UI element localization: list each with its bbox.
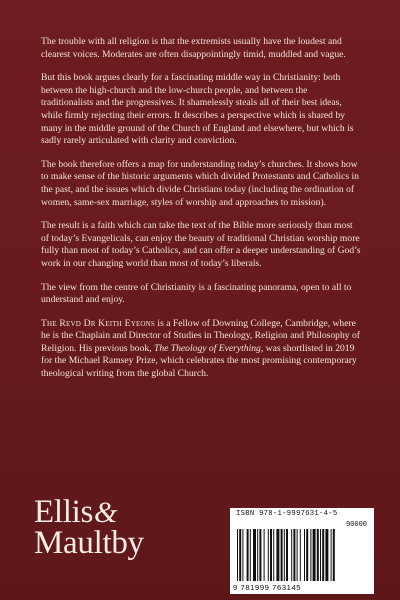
publisher-logo-line-1: Ellis xyxy=(34,494,94,530)
previous-book-title: The Theology of Everything, xyxy=(154,342,264,354)
barcode-digits: 9 781999 763145 xyxy=(233,583,302,592)
author-bio-text-2: was shortlisted in 2019 for the Michael Ramsey Prize, which celebrates the most promising contemporary theological writing from the global Church. xyxy=(41,342,357,380)
publisher-logo xyxy=(34,494,144,561)
barcode-bars-icon xyxy=(237,529,367,581)
publisher-logo-line-2: Maultby xyxy=(34,525,144,561)
isbn-barcode xyxy=(230,508,374,594)
author-bio-text-1: is a Fellow of Downing College, Cambridge, where he is the Chaplain and Director of Studies in Theology, Religion and Philosophy of Religion. His previous book, xyxy=(41,317,360,354)
isbn-label: ISBN 978-1-9997631-4-5 xyxy=(236,510,338,518)
author-bio xyxy=(41,318,361,381)
price-code: 90000 xyxy=(345,521,367,529)
publisher-logo-ampersand: & xyxy=(94,496,118,529)
blurb-paragraph-2: But this book argues clearly for a fascinating middle way in Christianity: both between the high-church and the low-church people, and between the traditionalists and the progressives. It shamelessly steals all of their best ideas, while firmly rejecting their errors. It describes a perspective which is shared by many in the middle ground of the Church of England and elsewhere, but which is sadly rarely articulated with clarity and conviction. xyxy=(41,72,354,147)
blurb-paragraph-3: The book therefore offers a map for understanding today’s churches. It shows how to make sense of the historic arguments which divided Protestants and Catholics in the past, and the issues which divide Christians today (including the ordination of women, same-sex marriage, styles of worship and approaches to mission). xyxy=(41,158,359,208)
blurb-paragraph-5: The view from the centre of Christianity is a fascinating panorama, open to all to understand and enjoy. xyxy=(41,281,352,306)
blurb-paragraph-1: The trouble with all religion is that the extremists usually have the loudest and clearest voices. Moderates are often disappointingly timid, muddled and vague. xyxy=(41,36,346,60)
author-name: The Revd Dr Keith Eyeons xyxy=(41,317,156,329)
blurb-paragraph-4: The result is a faith which can take the text of the Bible more seriously than most of today’s Evangelicals, can enjoy the beauty of traditional Christian worship more fully than most of today’s Catholics, and can offer a deeper understanding of God’s work in our changing world than most of today’s liberals. xyxy=(41,220,361,269)
blurb-text xyxy=(41,36,361,392)
